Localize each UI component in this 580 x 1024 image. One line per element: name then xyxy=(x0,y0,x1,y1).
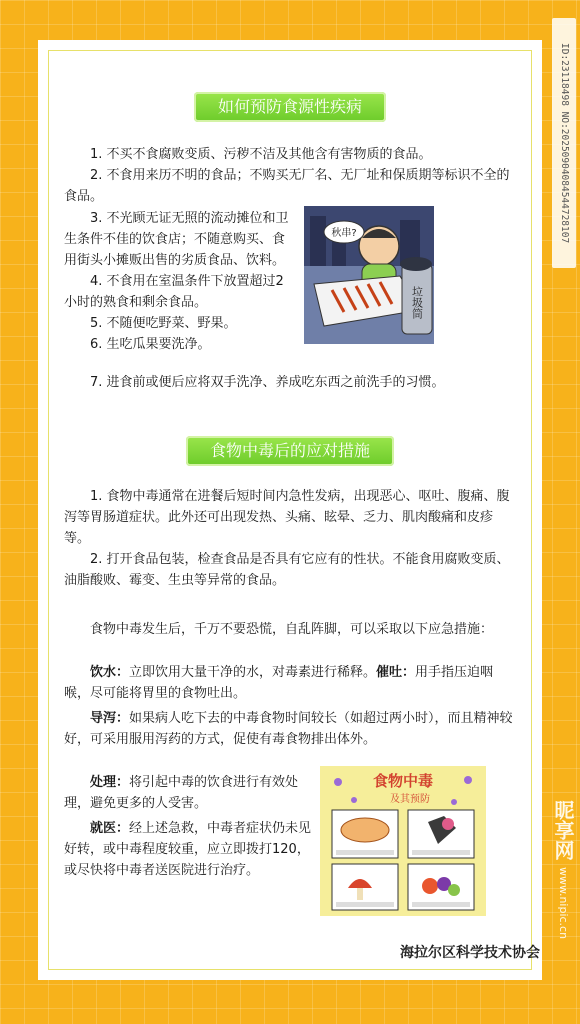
poster-subtitle: 及其预防 xyxy=(390,794,430,805)
measure-label: 催吐： xyxy=(376,665,416,680)
section2-intro xyxy=(64,619,514,640)
section1-items-wrap xyxy=(64,208,296,355)
measure-text: 用手指压迫咽喉，尽可能将胃里的食物吐出。 xyxy=(64,665,494,701)
measure-label: 就医： xyxy=(90,821,130,836)
list-item: 4. 不食用在室温条件下放置超过2小时的熟食和剩余食品。 xyxy=(64,274,284,310)
section1-title: 如何预防食源性疾病 xyxy=(194,92,386,122)
organization-signature: 海拉尔区科学技术协会 xyxy=(400,945,540,961)
section1-items-bottom xyxy=(64,372,534,393)
intro-text: 食物中毒发生后，千万不要恐慌，自乱阵脚，可以采取以下应急措施： xyxy=(90,622,494,637)
measure-text: 经上述急救，中毒者症状仍未见好转，或中毒程度较重，应立即拨打120，或尽快将中毒者送医院进行治疗。 xyxy=(64,821,312,878)
list-item: 3. 不光顾无证无照的流动摊位和卫生条件不佳的饮食店；不随意购买、食用街头小摊贩出售的劣质食品、饮料。 xyxy=(64,211,289,268)
site-watermark xyxy=(548,800,578,1010)
measure-text: 将引起中毒的饮食进行有效处理，避免更多的人受害。 xyxy=(64,775,299,811)
list-item: 1. 食物中毒通常在进餐后短时间内急性发病，出现恶心、呕吐、腹痛、腹泻等胃肠道症状。此外还可出现发热、头痛、眩晕、乏力、肌肉酸痛和皮疹等。 xyxy=(64,489,510,546)
watermark-brand: 昵享网 xyxy=(551,800,575,860)
measure-text: 如果病人吃下去的中毒食物时间较长（如超过两小时），而且精神较好，可采用服用泻药的方式，促使有毒食物排出体外。 xyxy=(64,711,513,747)
list-item: 1. 不买不食腐败变质、污秽不洁及其他含有害物质的食品。 xyxy=(90,147,432,162)
measure-item xyxy=(64,662,514,704)
measure-label: 导泻： xyxy=(90,711,130,726)
list-item: 6. 生吃瓜果要洗净。 xyxy=(90,337,211,352)
street-vendor-illustration xyxy=(304,206,434,344)
measure-item xyxy=(64,772,318,814)
measure-label: 饮水： xyxy=(90,665,130,680)
list-item: 7. 进食前或便后应将双手洗净、养成吃东西之前洗手的习惯。 xyxy=(90,375,445,390)
speech-bubble-text: 秋串? xyxy=(331,228,357,239)
measure-item xyxy=(64,708,514,750)
list-item: 2. 打开食品包装，检查食品是否具有它应有的性状。不能食用腐败变质、油脂酸败、霉变、生虫等异常的食品。 xyxy=(64,552,510,588)
measure-label: 处理： xyxy=(90,775,130,790)
section2-items xyxy=(64,486,514,591)
image-id-strip: ID:23118498 NO:20250904084544728107 xyxy=(552,18,576,268)
bin-label: 垃圾筒 xyxy=(410,286,424,319)
food-poisoning-poster xyxy=(320,766,486,916)
poster-title: 食物中毒 xyxy=(372,772,434,790)
measure-text: 立即饮用大量干净的水，对毒素进行稀释。 xyxy=(129,665,377,680)
measures-block-wrap xyxy=(64,772,318,881)
section1-items-top xyxy=(64,144,514,207)
watermark-url: www.nipic.cn xyxy=(557,866,570,940)
measure-item xyxy=(64,818,318,881)
list-item: 5. 不随便吃野菜、野果。 xyxy=(90,316,237,331)
section2-title: 食物中毒后的应对措施 xyxy=(186,436,394,466)
measures-block-top xyxy=(64,662,514,750)
list-item: 2. 不食用来历不明的食品；不购买无厂名、无厂址和保质期等标识不全的食品。 xyxy=(64,168,510,204)
